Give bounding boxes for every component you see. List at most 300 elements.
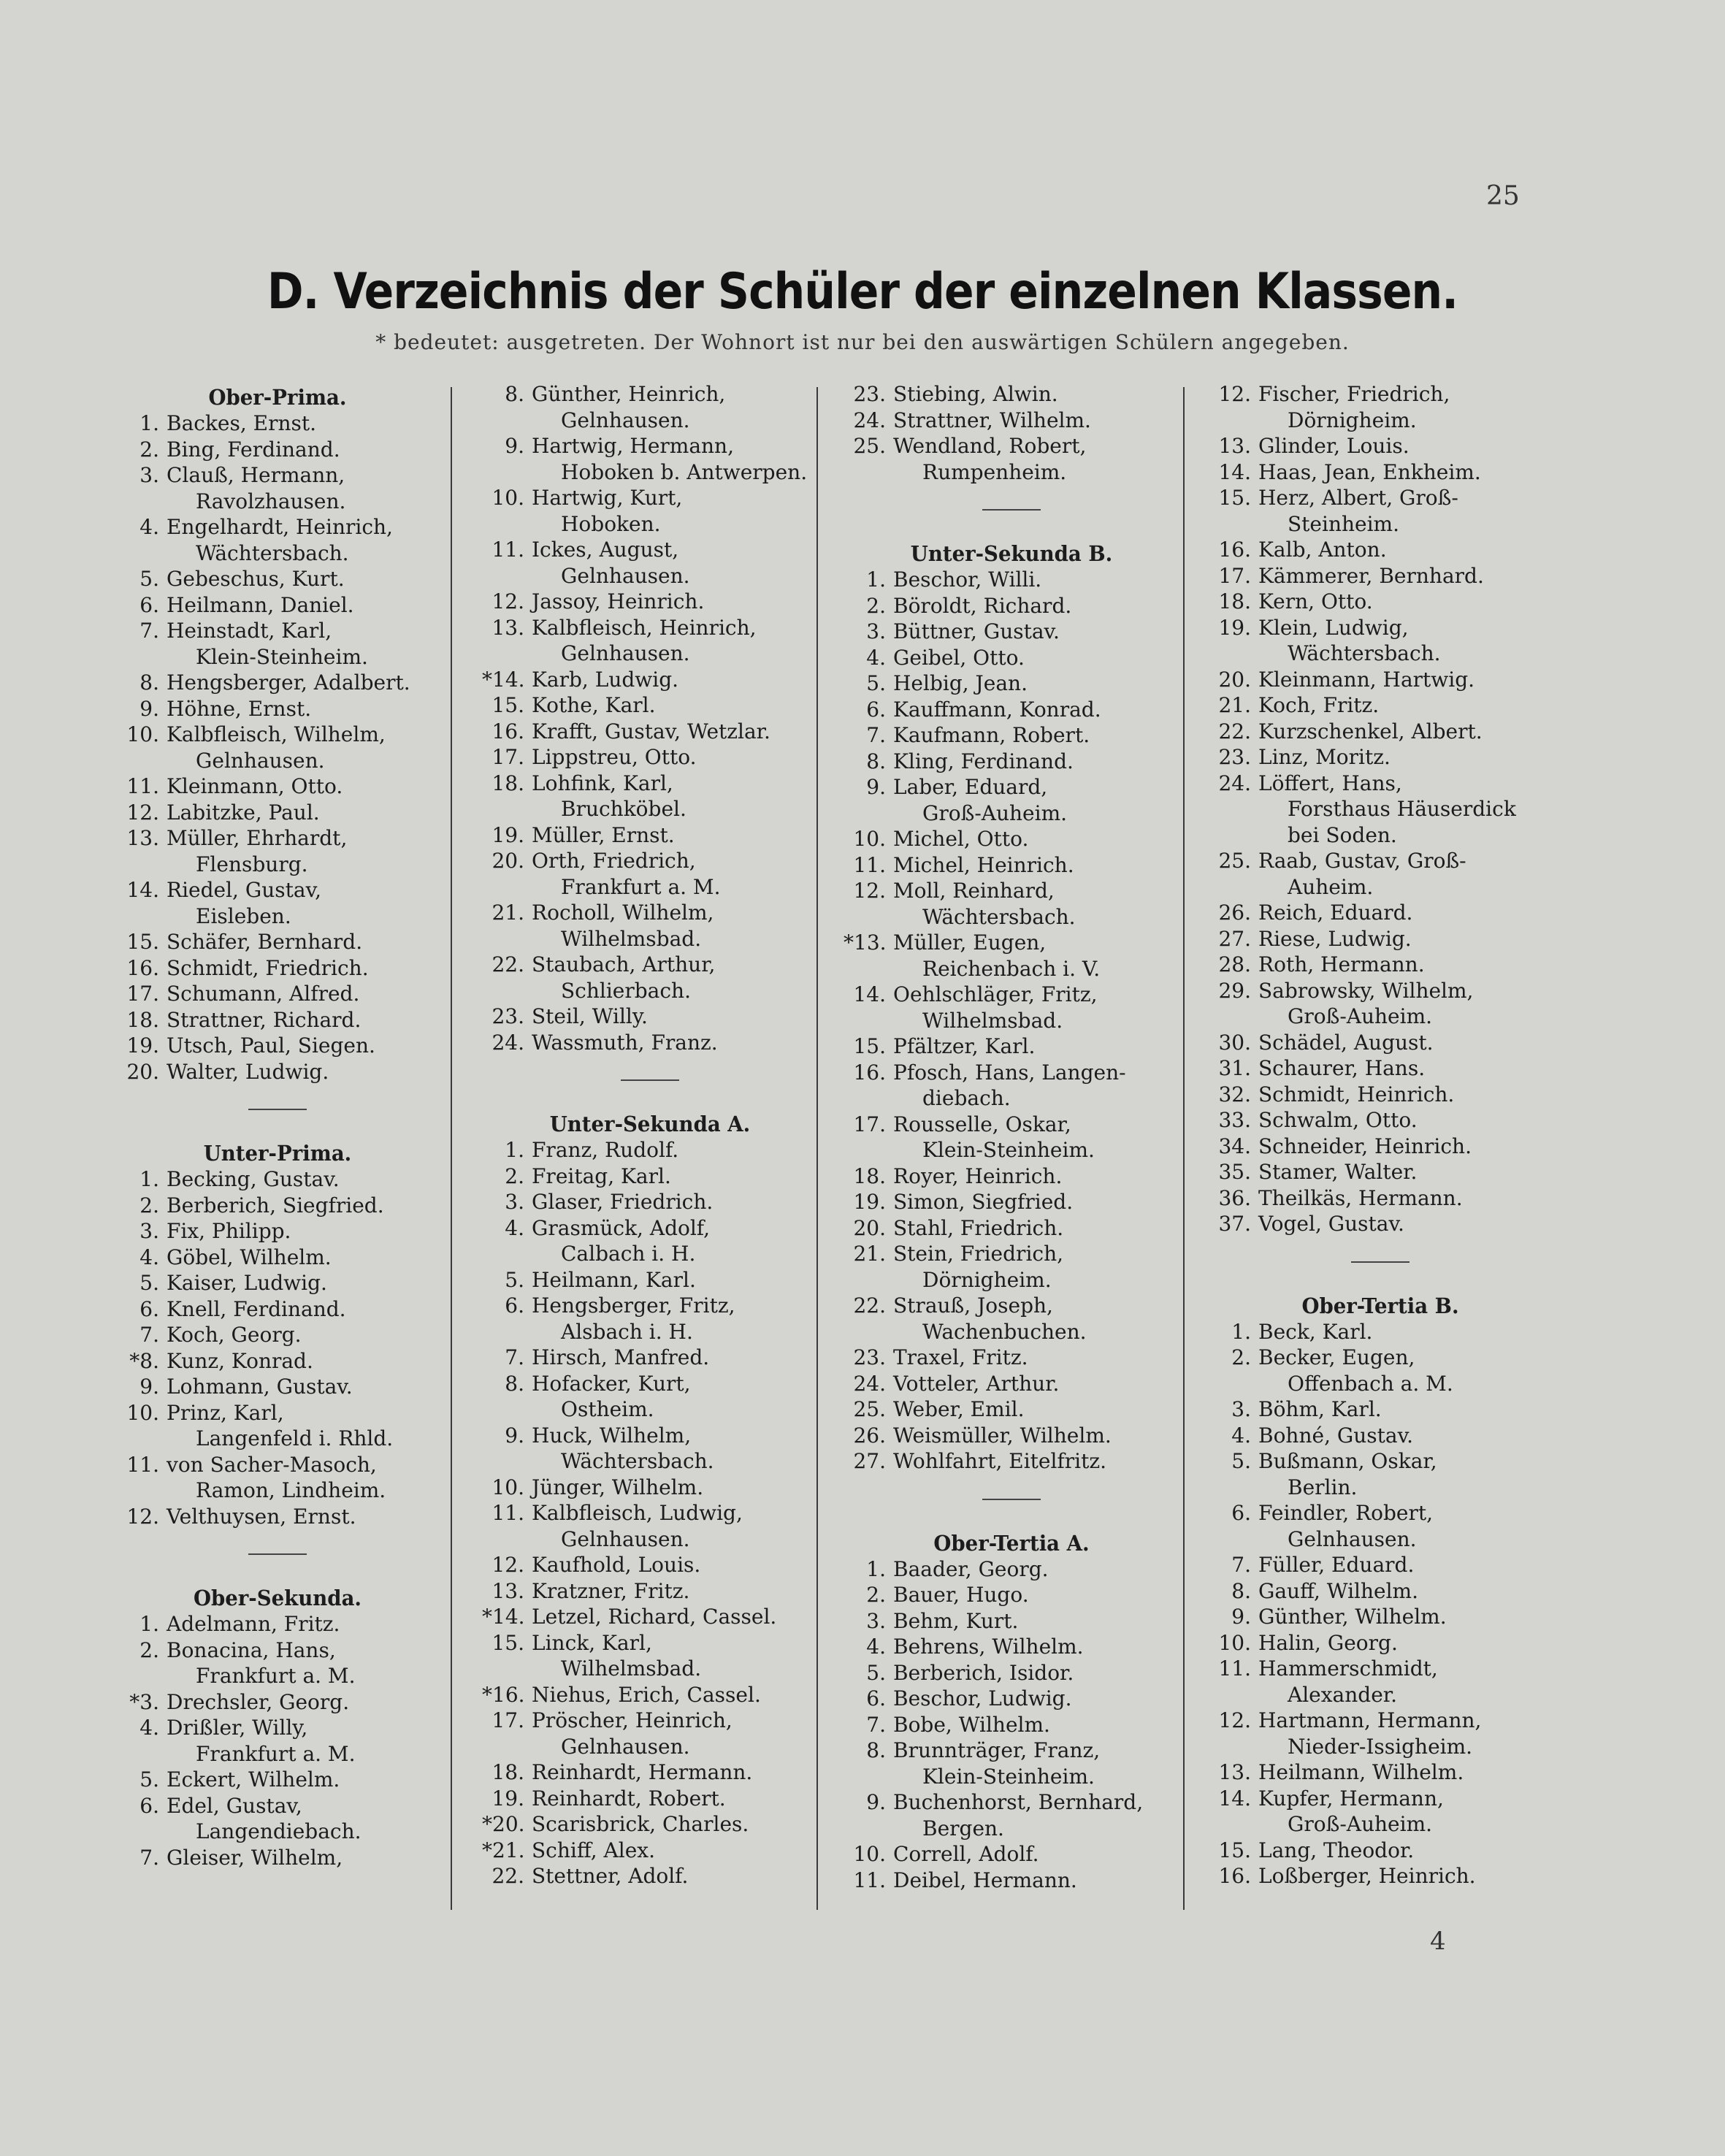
student-number: *20. — [482, 1812, 525, 1836]
student-number: 7. — [139, 1845, 159, 1870]
student-name: Schmidt, Friedrich. — [167, 955, 369, 980]
student-number: 9. — [866, 1790, 886, 1814]
student-entry — [844, 1634, 1179, 1660]
student-number: 11. — [492, 538, 524, 562]
student-entry — [844, 749, 1179, 775]
student-entry — [844, 1112, 1179, 1163]
student-entry — [844, 1738, 1179, 1789]
student-entry — [1209, 1319, 1552, 1345]
student-name: Roth, Hermann. — [1258, 952, 1425, 976]
student-number: 7. — [866, 1712, 886, 1737]
student-entry — [117, 1007, 438, 1033]
student-number: 9. — [505, 1423, 524, 1448]
student-entry — [117, 1166, 438, 1193]
student-name: Gleiser, Wilhelm, — [167, 1845, 343, 1870]
student-number: 12. — [126, 1504, 159, 1529]
student-name: Büttner, Gustav. — [893, 619, 1060, 643]
student-name: Helbig, Jean. — [893, 671, 1028, 695]
student-number: 2. — [139, 1193, 159, 1217]
student-entry — [844, 1556, 1179, 1583]
student-entry — [117, 929, 438, 955]
student-name: Beschor, Willi. — [893, 567, 1042, 592]
student-entry — [1209, 1107, 1552, 1134]
student-number: 19. — [126, 1033, 159, 1058]
student-name: Reinhardt, Robert. — [532, 1786, 726, 1811]
student-number: 10. — [492, 486, 524, 510]
student-name: Hofacker, Kurt, Ostheim. — [532, 1371, 691, 1421]
student-name: Löffert, Hans, Forsthaus Häuserdick bei Soden. — [1258, 771, 1516, 847]
student-entry — [117, 618, 438, 670]
student-number: 6. — [866, 1686, 886, 1710]
student-number: *8. — [129, 1348, 159, 1373]
class-heading: Unter-Prima. — [203, 1141, 352, 1166]
student-entry — [1209, 667, 1552, 693]
student-number: 9. — [139, 1375, 159, 1399]
student-entry — [1209, 771, 1552, 849]
student-name: Lang, Theodor. — [1258, 1838, 1415, 1862]
student-number: 8. — [866, 749, 886, 773]
student-number: 4. — [866, 645, 886, 670]
student-name: Hammerschmidt, Alexander. — [1258, 1656, 1438, 1707]
student-number: 24. — [853, 1371, 886, 1396]
student-number: *3. — [129, 1689, 159, 1714]
class-heading: Ober-Sekunda. — [193, 1586, 362, 1610]
student-name: Berberich, Isidor. — [893, 1660, 1074, 1685]
student-name: Hartwig, Kurt, Hoboken. — [532, 486, 683, 536]
student-entry — [482, 1578, 818, 1605]
student-number: 15. — [853, 1034, 886, 1058]
student-number: 24. — [1218, 771, 1251, 795]
student-entry — [117, 1348, 438, 1375]
student-entry — [482, 485, 818, 537]
student-number: 21. — [853, 1242, 886, 1266]
student-entry — [1209, 1396, 1552, 1423]
student-entry — [117, 955, 438, 982]
student-name: Weber, Emil. — [893, 1397, 1025, 1421]
column-divider — [451, 387, 452, 1910]
student-number: 3. — [866, 619, 886, 643]
student-entry — [482, 719, 818, 745]
student-number: 10. — [126, 722, 159, 746]
student-number: 18. — [126, 1007, 159, 1032]
student-entry — [482, 1267, 818, 1293]
student-number: 15. — [492, 1630, 524, 1655]
student-entry — [844, 852, 1179, 879]
student-entry — [482, 1371, 818, 1423]
student-name: Prinz, Karl, Langenfeld i. Rhld. — [167, 1400, 394, 1450]
student-number: 22. — [492, 1864, 524, 1888]
student-number: 7. — [139, 1323, 159, 1347]
student-number: 4. — [139, 1716, 159, 1740]
student-entry — [117, 1193, 438, 1219]
student-name: Stein, Friedrich, Dörnigheim. — [893, 1242, 1064, 1292]
student-name: Müller, Ernst. — [532, 822, 675, 847]
student-entry — [1209, 1134, 1552, 1160]
student-entry — [117, 981, 438, 1007]
student-name: Kaufmann, Robert. — [893, 723, 1090, 747]
student-number: 6. — [139, 592, 159, 617]
class-heading: Unter-Sekunda A. — [549, 1112, 751, 1136]
student-number: 6. — [505, 1293, 524, 1318]
student-number: 12. — [853, 879, 886, 903]
student-number: 6. — [139, 1793, 159, 1818]
student-entry — [482, 952, 818, 1004]
student-number: 27. — [1218, 926, 1251, 951]
student-number: 8. — [505, 382, 524, 406]
student-entry — [844, 774, 1179, 826]
student-number: 10. — [126, 1400, 159, 1425]
student-entry — [844, 878, 1179, 930]
section-separator — [844, 1475, 1179, 1527]
student-name: Koch, Georg. — [167, 1323, 302, 1347]
student-entry — [1209, 1500, 1552, 1552]
student-entry — [117, 437, 438, 463]
student-name: Niehus, Erich, Cassel. — [532, 1682, 761, 1707]
student-number: 1. — [139, 1612, 159, 1636]
student-entry — [482, 1759, 818, 1786]
student-entry — [482, 1500, 818, 1552]
student-number: 1. — [1231, 1319, 1251, 1344]
student-name: Jünger, Wilhelm. — [532, 1475, 704, 1499]
student-name: Behrens, Wilhelm. — [893, 1635, 1084, 1659]
student-entry — [844, 697, 1179, 723]
section-separator — [117, 1085, 438, 1137]
class-heading: Unter-Sekunda B. — [910, 541, 1113, 566]
student-entry — [117, 773, 438, 800]
column-divider — [1183, 387, 1185, 1910]
student-entry — [844, 1789, 1179, 1841]
student-name: Moll, Reinhard, Wächtersbach. — [893, 879, 1076, 929]
student-number: 9. — [505, 434, 524, 458]
student-name: Klein, Ludwig, Wächtersbach. — [1258, 615, 1441, 665]
student-entry — [1209, 433, 1552, 459]
student-entry — [482, 381, 818, 433]
student-name: Franz, Rudolf. — [532, 1138, 679, 1162]
student-entry — [117, 410, 438, 437]
student-name: Heinstadt, Karl, Klein-Steinheim. — [167, 619, 368, 669]
student-name: Hengsberger, Adalbert. — [167, 670, 410, 695]
student-entry — [117, 877, 438, 929]
student-entry — [482, 1811, 818, 1838]
student-entry — [1209, 1838, 1552, 1864]
student-number: 12. — [1218, 1708, 1251, 1732]
student-number: 22. — [853, 1293, 886, 1318]
student-entry — [844, 433, 1179, 485]
student-entry — [482, 1838, 818, 1864]
student-name: Geibel, Otto. — [893, 645, 1025, 670]
student-number: 22. — [1218, 719, 1251, 743]
student-name: Michel, Heinrich. — [893, 852, 1074, 877]
student-name: Lohfink, Karl, Bruchköbel. — [532, 771, 686, 821]
student-entry — [1209, 926, 1552, 952]
student-number: *13. — [844, 930, 887, 955]
student-number: 11. — [126, 774, 159, 798]
student-entry — [117, 462, 438, 514]
student-entry — [1209, 952, 1552, 978]
student-name: Bußmann, Oskar, Berlin. — [1258, 1449, 1437, 1499]
student-name: Walter, Ludwig. — [167, 1059, 329, 1084]
student-number: 28. — [1218, 952, 1251, 976]
student-name: Kalbfleisch, Wilhelm, Gelnhausen. — [167, 722, 386, 773]
student-name: Feindler, Robert, Gelnhausen. — [1258, 1501, 1433, 1551]
student-number: 15. — [126, 930, 159, 954]
student-name: Fischer, Friedrich, Dörnigheim. — [1258, 382, 1450, 432]
column-4 — [1209, 381, 1552, 1889]
student-entry — [482, 1189, 818, 1215]
student-number: 17. — [853, 1112, 886, 1136]
page-subtitle: * bedeutet: ausgetreten. Der Wohnort ist nur bei den auswärtigen Schülern angegeben. — [375, 330, 1350, 354]
student-name: Becker, Eugen, Offenbach a. M. — [1258, 1345, 1453, 1396]
class-heading: Ober-Prima. — [208, 385, 347, 410]
student-name: Lohmann, Gustav. — [167, 1375, 353, 1399]
student-name: Haas, Jean, Enkheim. — [1258, 459, 1481, 484]
student-entry — [1209, 1656, 1552, 1708]
student-entry — [482, 1293, 818, 1345]
student-entry — [1209, 1604, 1552, 1630]
student-name: Staubach, Arthur, Schlierbach. — [532, 952, 716, 1003]
student-name: Raab, Gustav, Groß- Auheim. — [1258, 849, 1466, 899]
student-name: Kleinmann, Hartwig. — [1258, 667, 1475, 692]
student-entry — [844, 408, 1179, 434]
student-name: Brunnträger, Franz, Klein-Steinheim. — [893, 1738, 1101, 1789]
student-entry — [482, 1137, 818, 1163]
student-name: Huck, Wilhelm, Wächtersbach. — [532, 1423, 714, 1473]
student-entry — [117, 722, 438, 773]
student-name: Kupfer, Hermann, Groß-Auheim. — [1258, 1786, 1444, 1836]
student-number: 5. — [139, 567, 159, 591]
student-number: 7. — [139, 619, 159, 643]
student-entry — [482, 1786, 818, 1812]
student-number: 20. — [853, 1215, 886, 1240]
student-name: Glaser, Friedrich. — [532, 1190, 714, 1214]
student-entry — [844, 1060, 1179, 1112]
column-divider — [816, 387, 818, 1910]
student-name: Freitag, Karl. — [532, 1163, 671, 1188]
student-entry — [844, 1582, 1179, 1608]
student-number: 12. — [492, 589, 524, 613]
student-number: 8. — [139, 670, 159, 695]
student-entry — [844, 1241, 1179, 1293]
student-number: 14. — [1218, 1786, 1251, 1811]
student-name: Michel, Otto. — [893, 827, 1029, 851]
student-entry — [482, 1004, 818, 1030]
student-entry — [482, 1163, 818, 1190]
student-name: Becking, Gustav. — [167, 1167, 340, 1191]
student-number: 16. — [492, 719, 524, 743]
student-number: 9. — [139, 696, 159, 721]
student-entry — [844, 982, 1179, 1033]
student-number: 9. — [1231, 1605, 1251, 1629]
student-number: 25. — [853, 434, 886, 458]
student-number: 5. — [139, 1767, 159, 1792]
student-number: 12. — [492, 1553, 524, 1577]
student-name: Strattner, Richard. — [167, 1007, 362, 1032]
student-entry — [117, 1504, 438, 1530]
student-name: Utsch, Paul, Siegen. — [167, 1033, 375, 1058]
student-name: Wendland, Robert, Rumpenheim. — [893, 434, 1087, 484]
student-name: Linck, Karl, Wilhelmsbad. — [532, 1630, 702, 1681]
student-name: Behm, Kurt. — [893, 1608, 1019, 1633]
student-entry — [482, 433, 818, 485]
student-number: 26. — [1218, 901, 1251, 925]
student-number: 11. — [126, 1452, 159, 1477]
student-entry — [117, 1033, 438, 1059]
student-entry — [844, 1396, 1179, 1423]
student-name: Rousselle, Oskar, Klein-Steinheim. — [893, 1112, 1095, 1162]
student-name: Bobe, Wilhelm. — [893, 1712, 1050, 1737]
student-number: 17. — [1218, 563, 1251, 588]
student-name: Böroldt, Richard. — [893, 593, 1072, 618]
student-name: Labitzke, Paul. — [167, 800, 320, 825]
student-name: Theilkäs, Hermann. — [1258, 1185, 1463, 1210]
student-entry — [1209, 978, 1552, 1030]
student-number: 2. — [1231, 1345, 1251, 1369]
student-name: Bauer, Hugo. — [893, 1583, 1029, 1607]
student-name: Glinder, Louis. — [1258, 434, 1410, 458]
student-name: Pfosch, Hans, Langen- diebach. — [893, 1060, 1126, 1110]
student-entry — [1209, 589, 1552, 615]
student-number: 15. — [492, 693, 524, 717]
student-number: 14. — [853, 982, 886, 1006]
student-name: Heilmann, Daniel. — [167, 592, 354, 617]
student-entry — [844, 1868, 1179, 1894]
student-entry — [117, 566, 438, 592]
student-entry — [1209, 848, 1552, 900]
student-entry — [844, 1686, 1179, 1712]
student-number: 24. — [853, 408, 886, 432]
student-entry — [1209, 485, 1552, 537]
student-name: Scarisbrick, Charles. — [532, 1812, 749, 1836]
student-name: Drißler, Willy, Frankfurt a. M. — [167, 1716, 356, 1766]
section-separator — [482, 1055, 818, 1108]
student-number: 8. — [505, 1371, 524, 1396]
student-name: Heilmann, Karl. — [532, 1267, 696, 1292]
student-entry — [844, 670, 1179, 697]
student-name: Berberich, Siegfried. — [167, 1193, 384, 1217]
student-name: Halin, Georg. — [1258, 1630, 1398, 1655]
student-name: Schäfer, Bernhard. — [167, 930, 363, 954]
student-name: Wassmuth, Franz. — [532, 1030, 718, 1055]
student-entry — [1209, 1759, 1552, 1786]
student-entry — [844, 645, 1179, 671]
student-name: Füller, Eduard. — [1258, 1553, 1415, 1577]
student-entry — [844, 1163, 1179, 1190]
student-name: Bohné, Gustav. — [1258, 1423, 1413, 1448]
student-number: 4. — [505, 1215, 524, 1240]
student-name: Herz, Albert, Groß- Steinheim. — [1258, 486, 1458, 536]
student-name: Oehlschläger, Fritz, Wilhelmsbad. — [893, 982, 1098, 1033]
student-entry — [117, 1296, 438, 1323]
student-number: 13. — [126, 826, 159, 850]
student-name: Reinhardt, Hermann. — [532, 1760, 753, 1784]
student-number: 3. — [139, 1219, 159, 1243]
student-name: Hartwig, Hermann, Hoboken b. Antwerpen. — [532, 434, 808, 484]
student-name: Rocholl, Wilhelm, Wilhelmsbad. — [532, 901, 714, 951]
student-name: Linz, Moritz. — [1258, 745, 1391, 769]
student-name: Riedel, Gustav, Eisleben. — [167, 878, 321, 928]
student-name: Correll, Adolf. — [893, 1842, 1039, 1866]
student-number: 5. — [866, 671, 886, 695]
student-number: 2. — [139, 1637, 159, 1662]
student-entry — [1209, 1448, 1552, 1500]
student-entry — [482, 1345, 818, 1371]
student-name: Günther, Wilhelm. — [1258, 1605, 1447, 1629]
student-entry — [482, 537, 818, 589]
student-entry — [844, 722, 1179, 749]
student-number: 8. — [1231, 1578, 1251, 1603]
student-entry — [1209, 1578, 1552, 1605]
column-1 — [117, 381, 438, 1870]
student-name: Knell, Ferdinand. — [167, 1296, 346, 1321]
student-name: Votteler, Arthur. — [893, 1371, 1060, 1396]
student-entry — [1209, 615, 1552, 667]
student-entry — [844, 1660, 1179, 1686]
class-heading: Ober-Tertia A. — [933, 1530, 1090, 1556]
student-number: 1. — [866, 567, 886, 592]
student-entry — [482, 900, 818, 952]
student-name: Karb, Ludwig. — [532, 667, 679, 692]
student-name: Böhm, Karl. — [1258, 1397, 1382, 1421]
student-entry — [844, 1345, 1179, 1371]
student-name: Kauffmann, Konrad. — [893, 697, 1101, 722]
student-name: Kalbfleisch, Heinrich, Gelnhausen. — [532, 615, 757, 665]
student-number: 23. — [1218, 745, 1251, 769]
section-separator — [117, 1529, 438, 1582]
student-number: 1. — [139, 411, 159, 435]
student-name: Drechsler, Georg. — [167, 1689, 350, 1714]
student-name: Simon, Siegfried. — [893, 1190, 1074, 1214]
student-name: Reich, Eduard. — [1258, 901, 1413, 925]
student-number: 3. — [866, 1608, 886, 1633]
student-entry — [117, 1845, 438, 1871]
student-entry — [117, 1322, 438, 1348]
student-entry — [117, 696, 438, 722]
student-number: 15. — [1218, 1838, 1251, 1862]
student-name: Beschor, Ludwig. — [893, 1686, 1072, 1710]
column-2 — [482, 381, 818, 1889]
student-number: 20. — [492, 849, 524, 873]
student-name: Beck, Karl. — [1258, 1319, 1373, 1344]
student-name: Bonacina, Hans, Frankfurt a. M. — [167, 1637, 356, 1688]
student-number: 23. — [492, 1004, 524, 1028]
student-entry — [844, 619, 1179, 645]
student-entry — [1209, 1082, 1552, 1108]
student-entry — [1209, 1345, 1552, 1396]
student-name: Müller, Eugen, Reichenbach i. V. — [893, 930, 1101, 981]
student-number: 21. — [1218, 693, 1251, 717]
student-name: Heilmann, Wilhelm. — [1258, 1760, 1464, 1784]
student-name: Grasmück, Adolf, Calbach i. H. — [532, 1215, 711, 1266]
student-entry — [482, 692, 818, 719]
student-name: Hirsch, Manfred. — [532, 1345, 710, 1369]
student-entry — [117, 1689, 438, 1716]
student-name: Krafft, Gustav, Wetzlar. — [532, 719, 770, 743]
student-number: 16. — [853, 1060, 886, 1085]
student-entry — [117, 670, 438, 696]
student-entry — [844, 1371, 1179, 1397]
student-name: Pfältzer, Karl. — [893, 1034, 1036, 1058]
student-entry — [844, 826, 1179, 852]
student-name: Kurzschenkel, Albert. — [1258, 719, 1483, 743]
student-name: Gebeschus, Kurt. — [167, 567, 345, 591]
student-number: 13. — [492, 615, 524, 640]
student-entry — [482, 589, 818, 615]
student-entry — [1209, 1786, 1552, 1838]
student-name: Wohlfahrt, Eitelfritz. — [893, 1449, 1107, 1473]
student-entry — [1209, 1708, 1552, 1759]
student-entry — [1209, 459, 1552, 486]
student-number: 37. — [1218, 1212, 1251, 1236]
